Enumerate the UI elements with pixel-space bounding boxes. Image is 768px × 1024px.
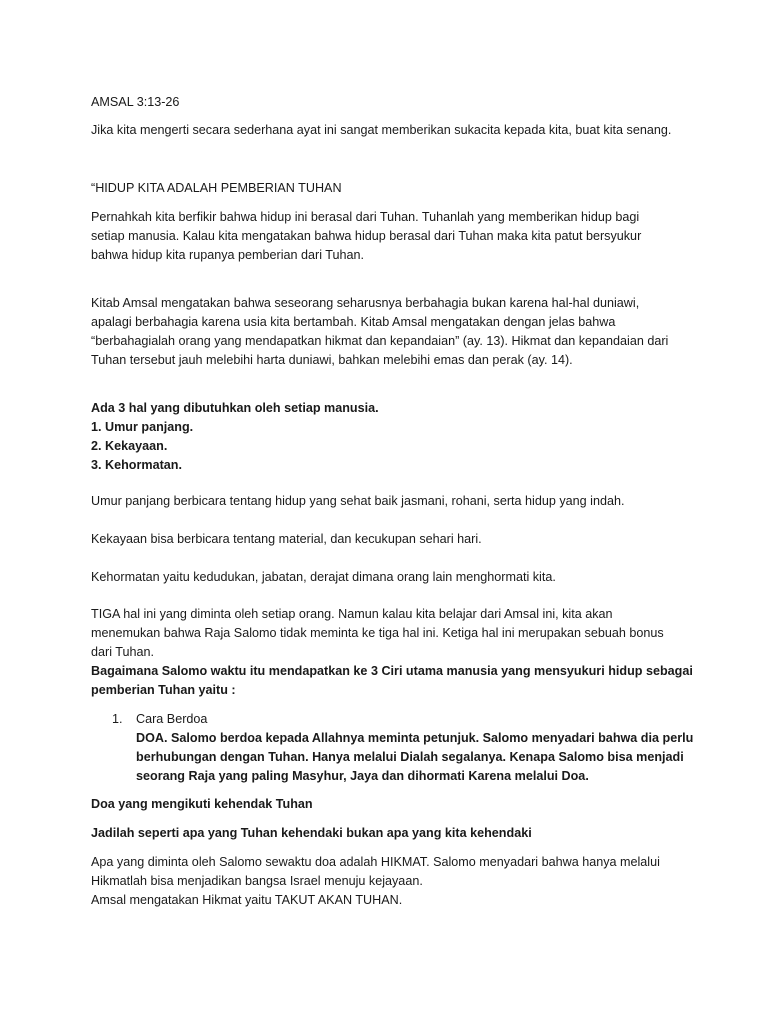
intro-text: Jika kita mengerti secara sederhana ayat ini sangat memberikan sukacita kepada kita, buat kita senang. [91, 123, 672, 137]
section-title: “HIDUP KITA ADALAH PEMBERIAN TUHAN [91, 181, 342, 195]
tiga-line: TIGA hal ini yang diminta oleh setiap orang. Namun kalau kita belajar dari Amsal ini, kita akan [91, 607, 613, 621]
para1-line: setiap manusia. Kalau kita mengatakan bahwa hidup berasal dari Tuhan maka kita patut bersyukur [91, 229, 642, 243]
para2-line: “berbahagialah orang yang mendapatkan hikmat dan kepandaian” (ay. 13). Hikmat dan kepandaian dari [91, 334, 669, 348]
list-item-body: seorang Raja yang paling Masyhur, Jaya dan dihormati Karena melalui Doa. [136, 769, 589, 783]
para1-line: bahwa hidup kita rupanya pemberian dari Tuhan. [91, 248, 365, 262]
question-line: Bagaimana Salomo waktu itu mendapatkan ke 3 Ciri utama manusia yang mensyukuri hidup sebagai [91, 664, 693, 678]
needs-item: 1. Umur panjang. [91, 420, 194, 434]
list-number: 1. [112, 712, 123, 726]
tiga-line: menemukan bahwa Raja Salomo tidak meminta ke tiga hal ini. Ketiga hal ini merupakan sebuah bonus [91, 626, 664, 640]
needs-item: 2. Kekayaan. [91, 439, 168, 453]
list-item-title: Cara Berdoa [136, 712, 208, 726]
list-item-body: DOA. Salomo berdoa kepada Allahnya meminta petunjuk. Salomo menyadari bahwa dia perlu [136, 731, 694, 745]
needs-title: Ada 3 hal yang dibutuhkan oleh setiap manusia. [91, 401, 379, 415]
closing-line: Hikmatlah bisa menjadikan bangsa Israel menuju kejayaan. [91, 874, 423, 888]
jadilah-heading: Jadilah seperti apa yang Tuhan kehendaki bukan apa yang kita kehendaki [91, 826, 532, 840]
closing-line: Amsal mengatakan Hikmat yaitu TAKUT AKAN TUHAN. [91, 893, 403, 907]
kekayaan-text: Kekayaan bisa berbicara tentang material, dan kecukupan sehari hari. [91, 532, 482, 546]
umur-text: Umur panjang berbicara tentang hidup yang sehat baik jasmani, rohani, serta hidup yang indah. [91, 494, 625, 508]
doa-kehendak-heading: Doa yang mengikuti kehendak Tuhan [91, 797, 313, 811]
kehormatan-text: Kehormatan yaitu kedudukan, jabatan, derajat dimana orang lain menghormati kita. [91, 570, 556, 584]
tiga-line: dari Tuhan. [91, 645, 155, 659]
question-line: pemberian Tuhan yaitu : [91, 683, 236, 697]
list-item-body: berhubungan dengan Tuhan. Hanya melalui Dialah segalanya. Kenapa Salomo bisa menjadi [136, 750, 684, 764]
needs-item: 3. Kehormatan. [91, 458, 182, 472]
para2-line: Tuhan tersebut jauh melebihi harta duniawi, bahkan melebihi emas dan perak (ay. 14). [91, 353, 573, 367]
document-heading: AMSAL 3:13-26 [91, 95, 180, 109]
para2-line: Kitab Amsal mengatakan bahwa seseorang seharusnya berbahagia bukan karena hal-hal duniawi, [91, 296, 640, 310]
para1-line: Pernahkah kita berfikir bahwa hidup ini berasal dari Tuhan. Tuhanlah yang memberikan hidup bagi [91, 210, 640, 224]
para2-line: apalagi berbahagia karena usia kita bertambah. Kitab Amsal mengatakan dengan jelas bahwa [91, 315, 616, 329]
closing-line: Apa yang diminta oleh Salomo sewaktu doa adalah HIKMAT. Salomo menyadari bahwa hanya melalui [91, 855, 660, 869]
